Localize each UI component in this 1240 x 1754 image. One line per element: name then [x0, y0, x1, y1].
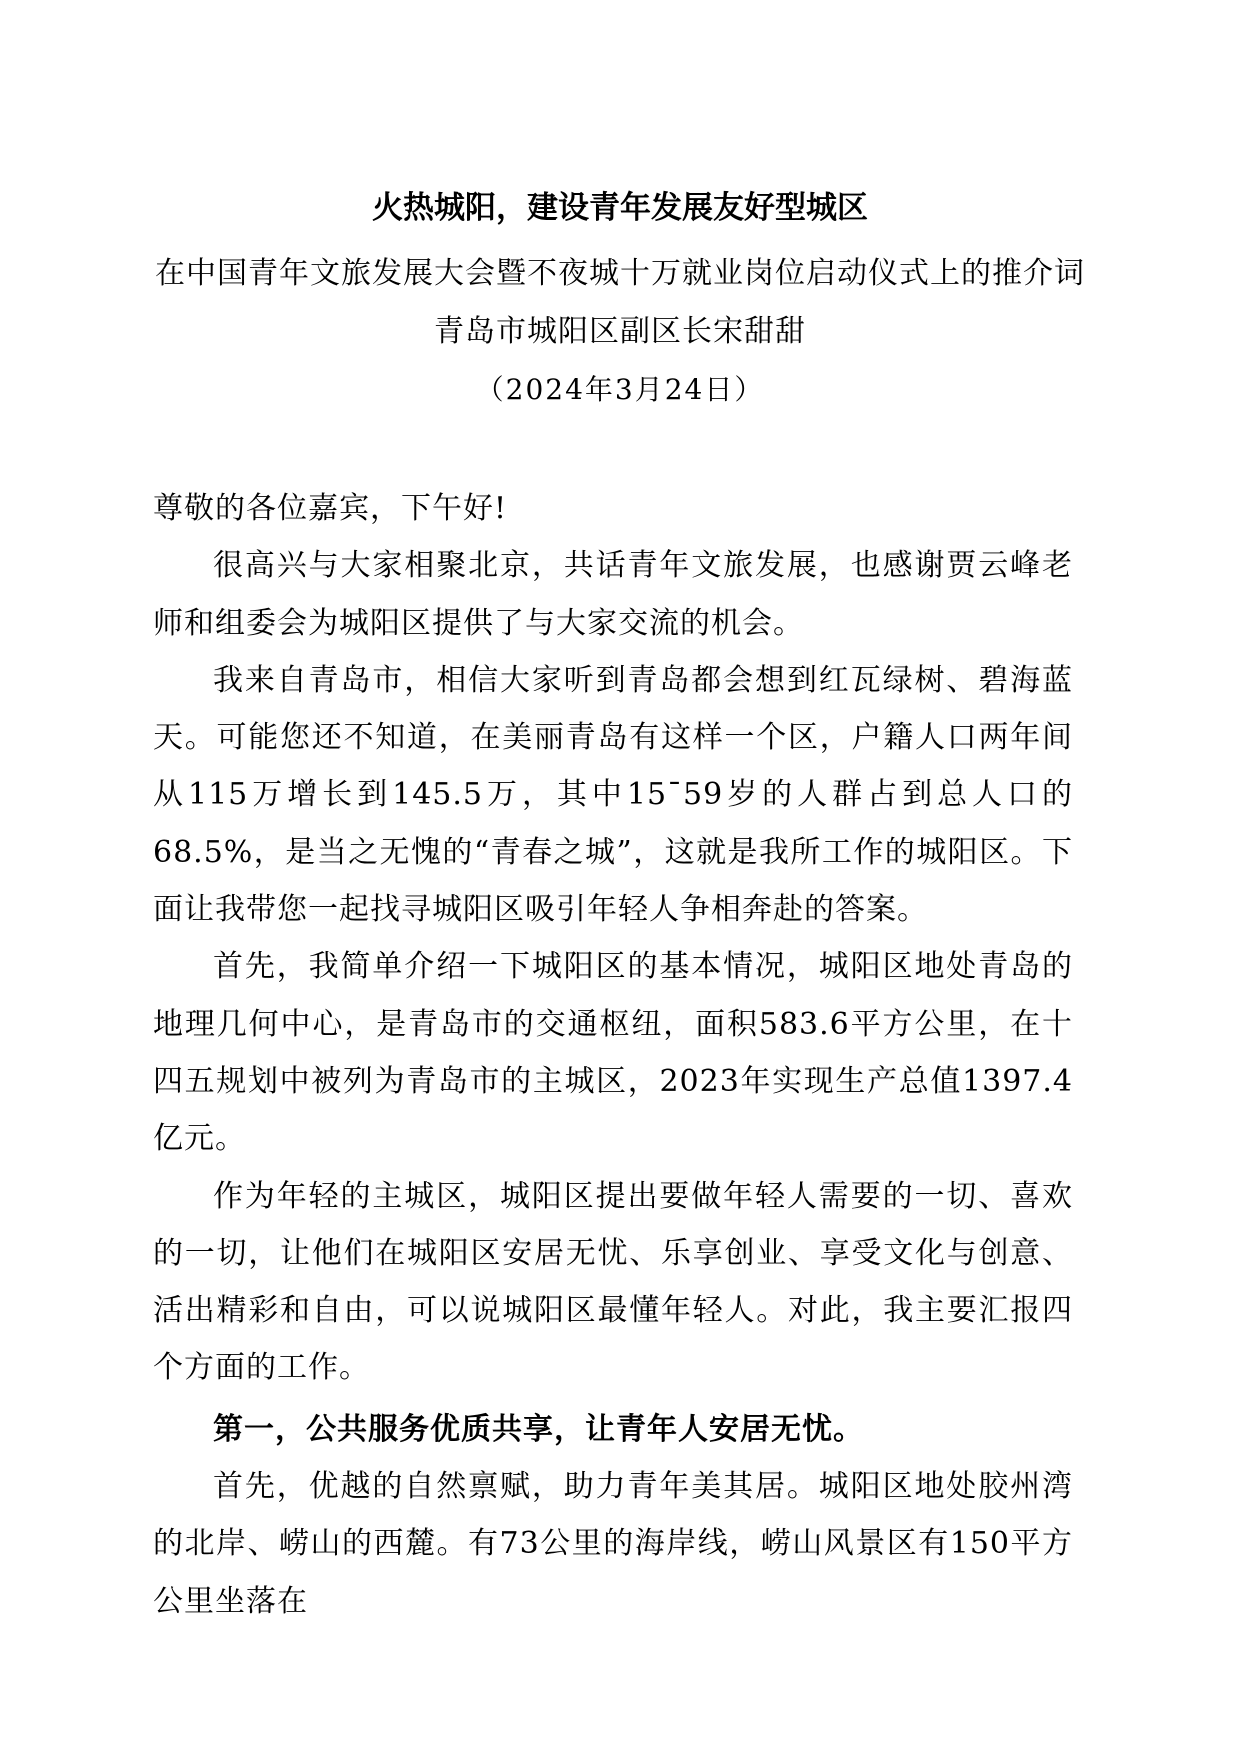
- speaker-line: 青岛市城阳区副区长宋甜甜: [434, 314, 806, 349]
- paragraph: 首先，优越的自然禀赋，助力青年美其居。城阳区地处胶州湾的北岸、崂山的西麓。有73公里的海岸线，崂山风景区有150平方公里坐落在: [153, 1469, 1073, 1619]
- paragraph: 首先，我简单介绍一下城阳区的基本情况，城阳区地处青岛的地理几何中心，是青岛市的交通枢纽，面积583.6平方公里，在十四五规划中被列为青岛市的主城区，2023年实现生产总值1397.4亿元。: [153, 949, 1073, 1157]
- document-body: [153, 480, 1073, 1630]
- paragraph: 我来自青岛市，相信大家听到青岛都会想到红瓦绿树、碧海蓝天。可能您还不知道，在美丽青岛有这样一个区，户籍人口两年间从115万增长到145.5万，其中15¯59岁的人群占到总人口的68.5%，是当之无愧的“青春之城”，这就是我所工作的城阳区。下面让我带您一起找寻城阳区吸引年轻人争相奔赴的答案。: [153, 662, 1073, 928]
- greeting: 尊敬的各位嘉宾，下午好!: [153, 491, 508, 526]
- paragraph: 作为年轻的主城区，城阳区提出要做年轻人需要的一切、喜欢的一切，让他们在城阳区安居无忧、乐享创业、享受文化与创意、活出精彩和自由，可以说城阳区最懂年轻人。对此，我主要汇报四个方面的工作。: [153, 1178, 1073, 1386]
- speech-date: （2024年3月24日）: [475, 373, 765, 406]
- document-title: 火热城阳，建设青年发展友好型城区: [372, 190, 868, 226]
- section-heading: 第一，公共服务优质共享，让青年人安居无忧。: [213, 1411, 864, 1447]
- document-subtitle: 在中国青年文旅发展大会暨不夜城十万就业岗位启动仪式上的推介词: [155, 256, 1085, 291]
- paragraph: 很高兴与大家相聚北京，共话青年文旅发展，也感谢贾云峰老师和组委会为城阳区提供了与大家交流的机会。: [153, 548, 1073, 641]
